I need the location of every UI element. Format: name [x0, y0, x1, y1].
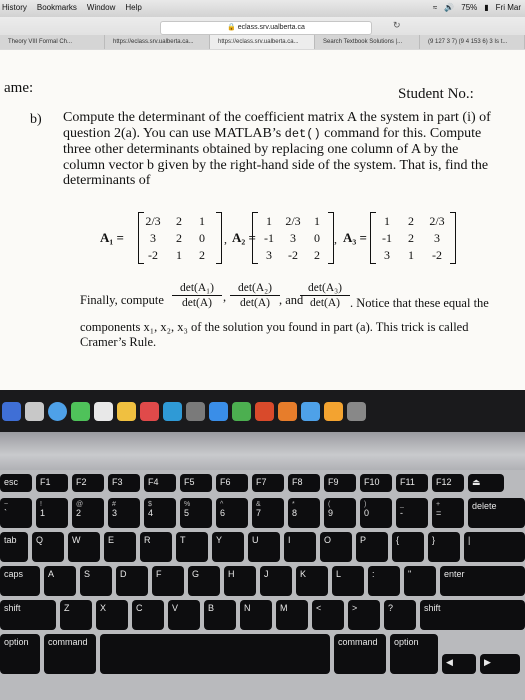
matrix-cell: 2 — [199, 248, 205, 262]
key-c[interactable]: C — [132, 600, 164, 630]
launchpad-icon[interactable] — [25, 402, 44, 421]
app-store-icon[interactable] — [163, 402, 182, 421]
matrix-cell: 0 — [199, 231, 205, 245]
key-k[interactable]: K — [296, 566, 328, 596]
key-shift-right[interactable]: shift — [420, 600, 525, 630]
trash-icon[interactable] — [347, 402, 366, 421]
key-eject[interactable]: ⏏ — [468, 474, 504, 492]
key-e[interactable]: E — [104, 532, 136, 562]
matrix-cell: 2 — [176, 214, 182, 228]
dock — [0, 398, 525, 426]
key-m[interactable]: M — [276, 600, 308, 630]
key-0[interactable]: ) 0 — [360, 498, 392, 528]
fraction-2-denominator: det(A) — [239, 297, 270, 309]
key-1[interactable]: ! 1 — [36, 498, 68, 528]
key-tab[interactable]: tab — [0, 532, 28, 562]
notice-text: . Notice that these equal the — [350, 296, 489, 310]
key-enter[interactable]: enter — [440, 566, 525, 596]
reload-icon[interactable]: ↻ — [393, 20, 401, 30]
firefox-icon[interactable] — [324, 402, 343, 421]
menu-window[interactable]: Window — [86, 3, 116, 12]
key-f1[interactable]: F1 — [36, 474, 68, 492]
matlab-code: det() — [284, 126, 321, 141]
key-space[interactable] — [100, 634, 330, 674]
tab-4[interactable]: Search Textbook Solutions |... — [315, 35, 420, 49]
key-slash[interactable]: ? — [384, 600, 416, 630]
tab-2[interactable]: https://eclass.srv.ualberta.ca... — [105, 35, 210, 49]
key-o[interactable]: O — [320, 532, 352, 562]
key-t[interactable]: T — [176, 532, 208, 562]
messages-icon[interactable] — [71, 402, 90, 421]
key-v[interactable]: V — [168, 600, 200, 630]
matrix-cell: 3 — [266, 248, 272, 262]
matrix-separator: , — [224, 232, 227, 246]
components-text: components x₁, x₂, x₃ of the solution you found in part (a). This trick is called — [80, 320, 469, 334]
key-period[interactable]: > — [348, 600, 380, 630]
key-j[interactable]: J — [260, 566, 292, 596]
key-7[interactable]: & 7 — [252, 498, 284, 528]
key-6[interactable]: ^ 6 — [216, 498, 248, 528]
key-command-right[interactable]: command — [334, 634, 386, 674]
tab-3[interactable]: https://eclass.srv.ualberta.ca... — [210, 35, 315, 49]
tab-1[interactable]: Theory VIII Formal Ch... — [0, 35, 105, 49]
volume-icon[interactable]: 🔊 — [444, 3, 455, 12]
key-s[interactable]: S — [80, 566, 112, 596]
key-i[interactable]: I — [284, 532, 316, 562]
fraction-bar — [230, 295, 280, 296]
keyboard — [0, 470, 525, 700]
key-arrow-right[interactable]: ▶ — [480, 654, 520, 674]
key-equals[interactable]: + = — [432, 498, 464, 528]
matrix-cell: 2 — [314, 248, 320, 262]
and-label: , and — [279, 293, 304, 307]
matrix-a3-bracket-right — [450, 212, 456, 264]
key-f4[interactable]: F4 — [144, 474, 176, 492]
fraction-2-numerator: det(A₂) — [237, 282, 273, 294]
fraction-bar — [172, 295, 222, 296]
fraction-1-denominator: det(A) — [181, 297, 212, 309]
key-f8[interactable]: F8 — [288, 474, 320, 492]
fraction-1 — [172, 282, 222, 309]
key-delete[interactable]: delete — [468, 498, 525, 528]
menu-history[interactable]: History — [2, 3, 27, 12]
battery-percent: 75% — [461, 3, 478, 12]
key-x[interactable]: X — [96, 600, 128, 630]
settings-icon[interactable] — [186, 402, 205, 421]
matrix-cell: -2 — [432, 248, 442, 262]
matrix-cell: 3 — [434, 231, 440, 245]
clock[interactable]: Fri Mar — [495, 3, 521, 12]
question-text-part2: command for this. Compute three other determinants obtained by replacing one column of A by the column vector b given by the right-hand side of the system. That is, find the determinants of — [63, 125, 489, 188]
key-p[interactable]: P — [356, 532, 388, 562]
matrix-cell: 0 — [314, 231, 320, 245]
document-page — [0, 50, 525, 390]
key-option-right[interactable]: option — [390, 634, 438, 674]
laptop-hinge — [0, 432, 525, 470]
final-label: Finally, compute — [80, 293, 164, 307]
key-minus[interactable]: _ - — [396, 498, 428, 528]
matrix-cell: 1 — [266, 214, 272, 228]
key-y[interactable]: Y — [212, 532, 244, 562]
key-f6[interactable]: F6 — [216, 474, 248, 492]
matrix-cell: 3 — [384, 248, 390, 262]
key-left-brace[interactable]: { — [392, 532, 424, 562]
key-n[interactable]: N — [240, 600, 272, 630]
key-r[interactable]: R — [140, 532, 172, 562]
key-semicolon[interactable]: : — [368, 566, 400, 596]
fraction-2 — [230, 282, 280, 309]
key-backtick[interactable]: ~ ` — [0, 498, 32, 528]
matrix-cell: 3 — [150, 231, 156, 245]
powerpoint-icon[interactable] — [255, 402, 274, 421]
matrix-cell: 3 — [290, 231, 296, 245]
fraction-separator: , — [223, 290, 227, 304]
lock-icon: 🔒 — [227, 24, 236, 31]
key-b[interactable]: B — [204, 600, 236, 630]
key-right-brace[interactable]: } — [428, 532, 460, 562]
matrix-cell: -2 — [148, 248, 158, 262]
key-2[interactable]: @ 2 — [72, 498, 104, 528]
key-5[interactable]: % 5 — [180, 498, 212, 528]
key-f7[interactable]: F7 — [252, 474, 284, 492]
key-8[interactable]: * 8 — [288, 498, 320, 528]
key-f12[interactable]: F12 — [432, 474, 464, 492]
key-option-left[interactable]: option — [0, 634, 40, 674]
key-f10[interactable]: F10 — [360, 474, 392, 492]
key-d[interactable]: D — [116, 566, 148, 596]
matrix-cell: -1 — [382, 231, 392, 245]
key-q[interactable]: Q — [32, 532, 64, 562]
matrix-a3-name: A₃ = — [343, 230, 367, 245]
key-g[interactable]: G — [188, 566, 220, 596]
matrix-cell: 1 — [408, 248, 414, 262]
key-3[interactable]: # 3 — [108, 498, 140, 528]
matrix-cell: -1 — [264, 231, 274, 245]
matrix-cell: 1 — [384, 214, 390, 228]
matrix-cell: 2 — [176, 231, 182, 245]
question-label: b) — [30, 112, 42, 127]
tab-strip — [0, 35, 525, 49]
matrix-cell: 2 — [408, 231, 414, 245]
fraction-bar — [300, 295, 350, 296]
menu-help[interactable]: Help — [125, 3, 142, 12]
fraction-1-numerator: det(A₁) — [179, 282, 215, 294]
key-l[interactable]: L — [332, 566, 364, 596]
battery-icon[interactable]: ▮ — [484, 3, 489, 12]
matrix-a1-bracket-right — [216, 212, 222, 264]
matrix-cell: -2 — [288, 248, 298, 262]
matrix-cell: 2/3 — [429, 214, 445, 228]
key-f3[interactable]: F3 — [108, 474, 140, 492]
key-w[interactable]: W — [68, 532, 100, 562]
key-shift-left[interactable]: shift — [0, 600, 56, 630]
key-backslash[interactable]: | — [464, 532, 525, 562]
fraction-3 — [300, 282, 350, 309]
key-quote[interactable]: " — [404, 566, 436, 596]
key-arrow-left[interactable]: ◀ — [442, 654, 476, 674]
matrix-cell: 1 — [199, 214, 205, 228]
key-caps[interactable]: caps — [0, 566, 40, 596]
matlab-icon[interactable] — [278, 402, 297, 421]
address-text: eclass.srv.ualberta.ca — [237, 24, 305, 31]
question-text — [63, 110, 503, 189]
key-f2[interactable]: F2 — [72, 474, 104, 492]
name-label: ame: — [4, 80, 34, 96]
fraction-3-denominator: det(A) — [309, 297, 340, 309]
key-esc[interactable]: esc — [0, 474, 32, 492]
key-4[interactable]: $ 4 — [144, 498, 176, 528]
matrix-cell: 2/3 — [145, 214, 161, 228]
key-z[interactable]: Z — [60, 600, 92, 630]
word-icon[interactable] — [209, 402, 228, 421]
chrome-icon[interactable] — [301, 402, 320, 421]
matrix-cell: 1 — [314, 214, 320, 228]
key-a[interactable]: A — [44, 566, 76, 596]
wifi-icon[interactable]: ≈ — [432, 3, 438, 12]
address-bar[interactable] — [160, 21, 372, 35]
key-f11[interactable]: F11 — [396, 474, 428, 492]
key-comma[interactable]: < — [312, 600, 344, 630]
key-f[interactable]: F — [152, 566, 184, 596]
tab-5[interactable]: (9 127 3 7) (9 4 153 6) 3 Is t... — [420, 35, 525, 49]
fraction-3-numerator: det(A₃) — [307, 282, 343, 294]
matrix-a2-name: A₂ = — [232, 230, 256, 245]
key-command-left[interactable]: command — [44, 634, 96, 674]
excel-icon[interactable] — [232, 402, 251, 421]
key-9[interactable]: ( 9 — [324, 498, 356, 528]
student-number-label: Student No.: — [398, 86, 474, 102]
matrix-cell: 2 — [408, 214, 414, 228]
key-f9[interactable]: F9 — [324, 474, 356, 492]
photos-icon[interactable] — [140, 402, 159, 421]
question-text-part1: Compute the determinant of the coefficient matrix A the system in part (i) of question 2(a). You can use MATLAB’s — [63, 110, 491, 141]
cramers-rule-text: Cramer’s Rule. — [80, 335, 157, 349]
matrix-cell: 1 — [176, 248, 182, 262]
key-h[interactable]: H — [224, 566, 256, 596]
notes-icon[interactable] — [117, 402, 136, 421]
key-f5[interactable]: F5 — [180, 474, 212, 492]
matrix-separator: , — [334, 232, 337, 246]
mac-menubar — [0, 0, 525, 17]
matrix-a1-name: A₁ = — [100, 230, 124, 245]
matrix-cell: 2/3 — [285, 214, 301, 228]
calendar-icon[interactable] — [94, 402, 113, 421]
finder-icon[interactable] — [2, 402, 21, 421]
safari-icon[interactable] — [48, 402, 67, 421]
key-u[interactable]: U — [248, 532, 280, 562]
menu-bookmarks[interactable]: Bookmarks — [36, 3, 77, 12]
